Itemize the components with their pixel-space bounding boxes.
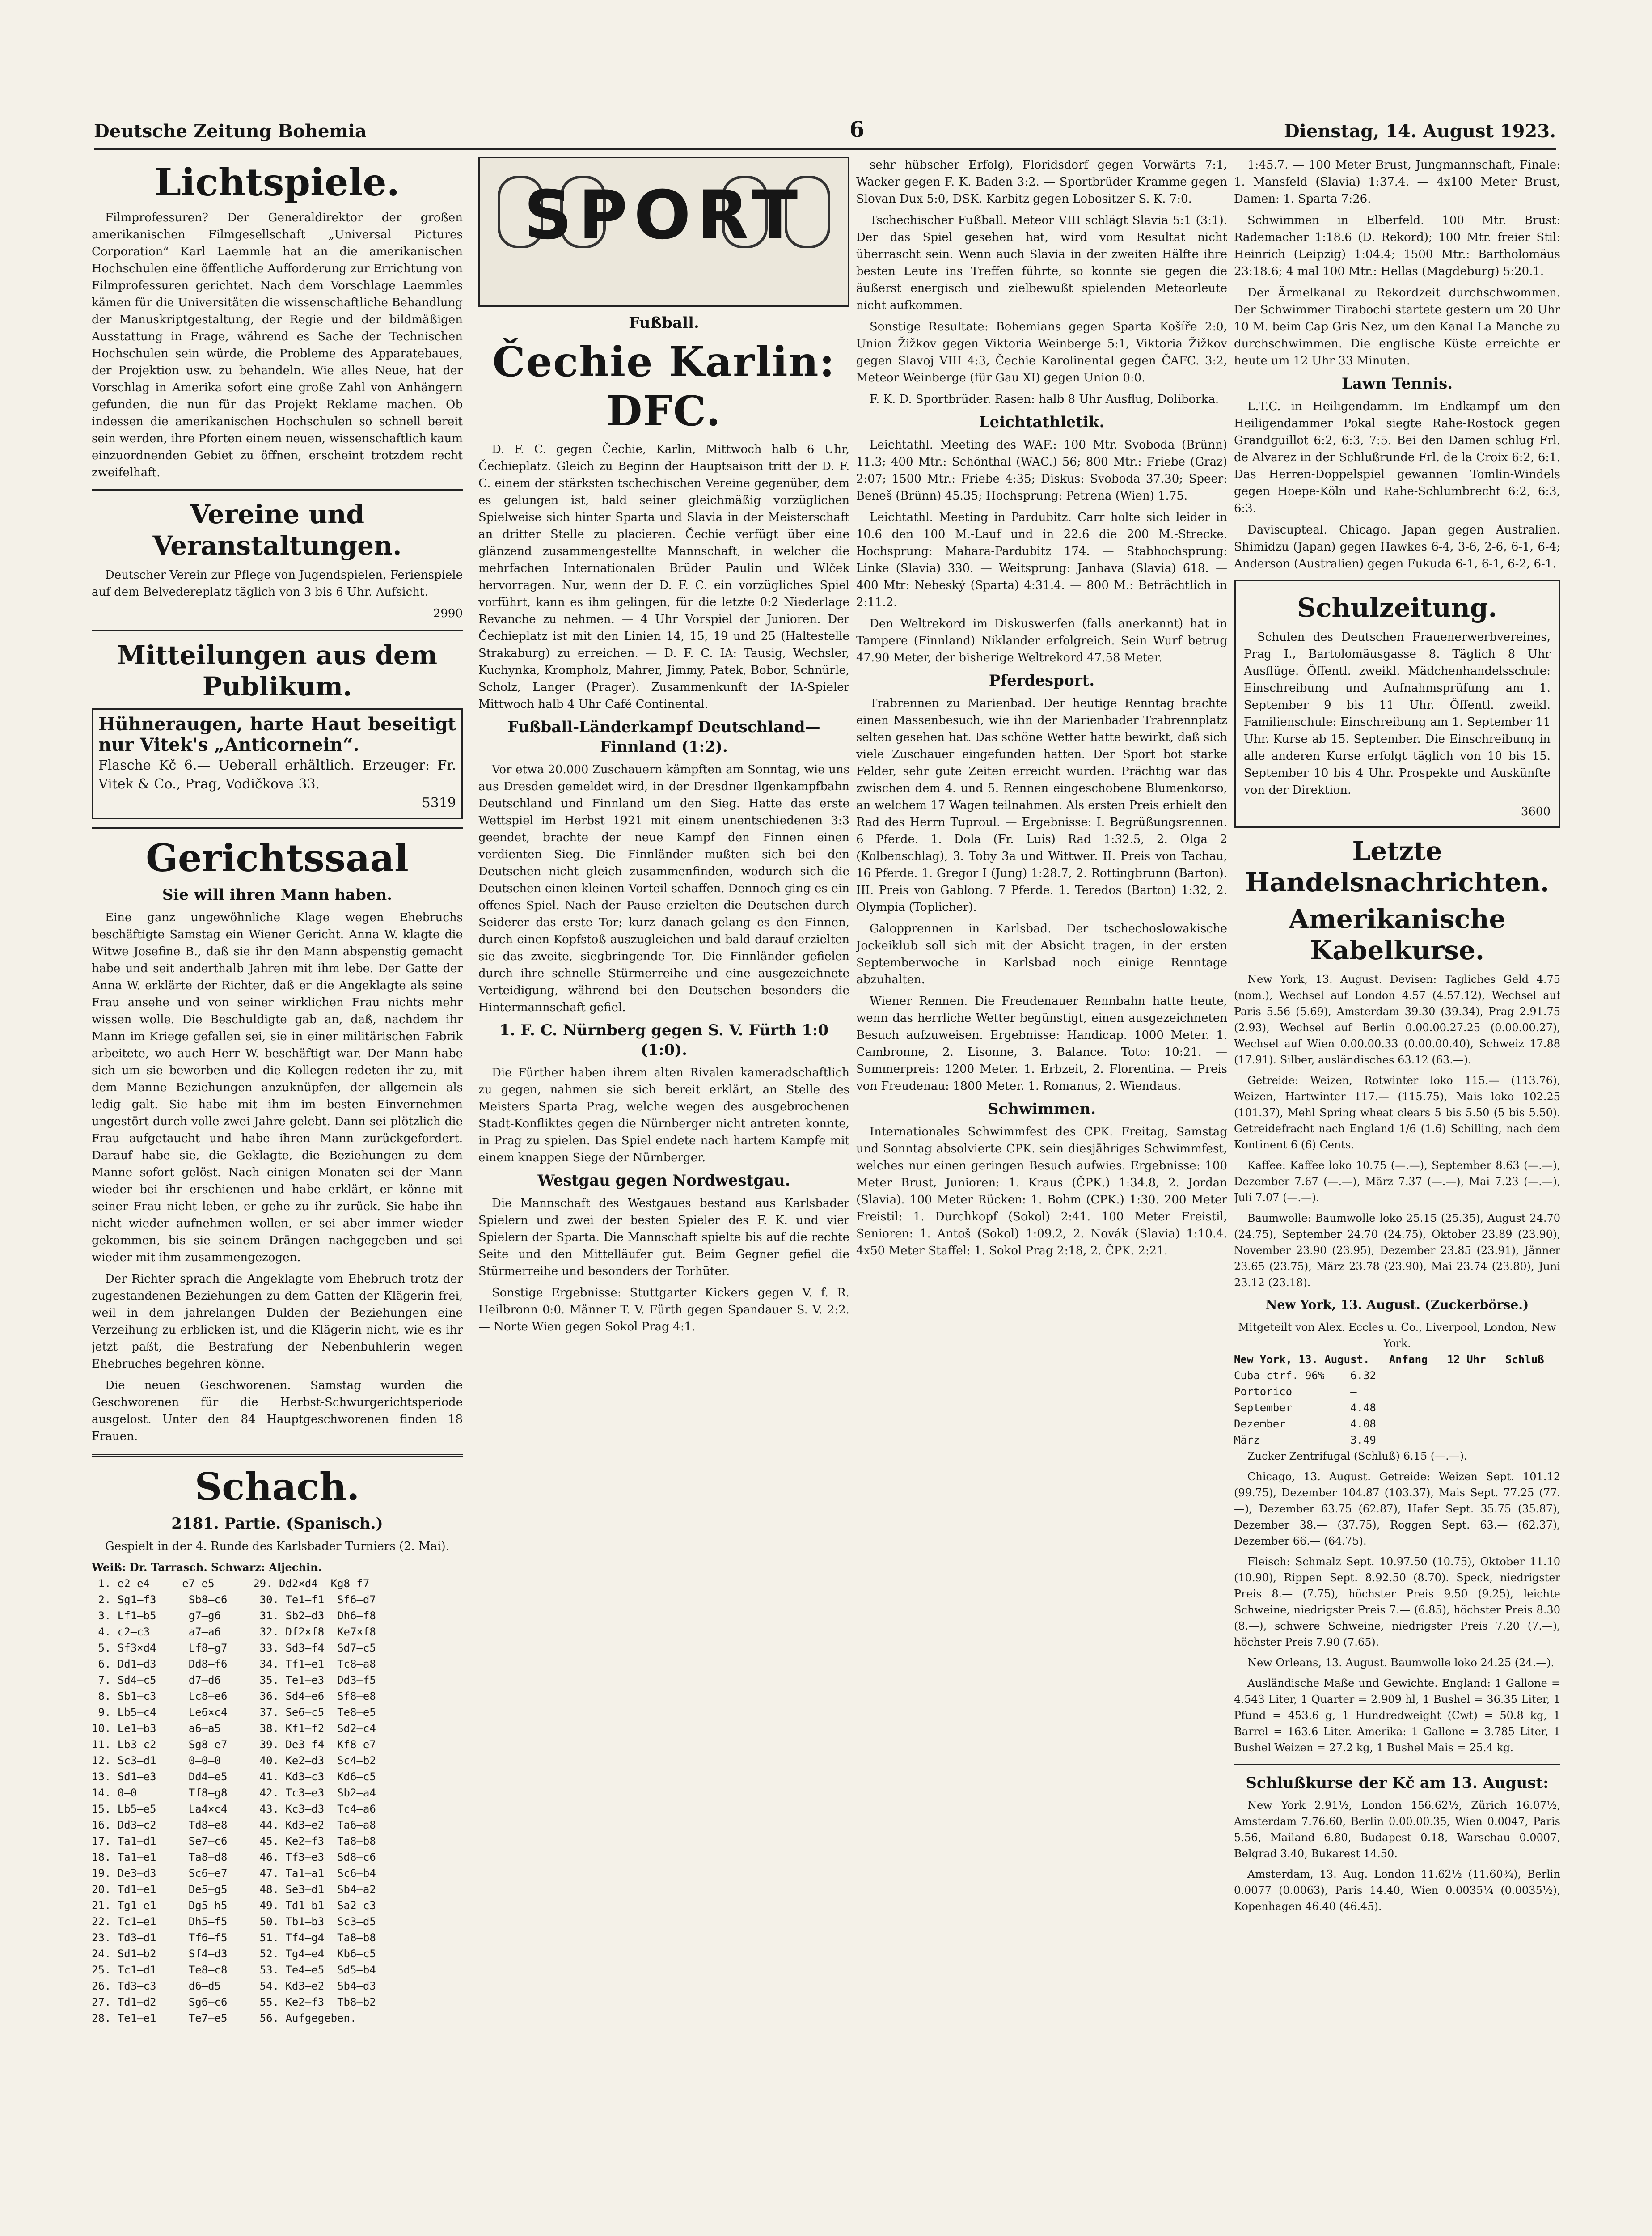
laenderkampf-heading: Fußball-Länderkampf Deutschland—Finnland (1:2). [507,718,820,756]
schwimmen-paragraph: Internationales Schwimmfest des CPK. Freitag, Samstag und Sonntag absolvierte CPK. sein diesjähriges Schwimmfest, welches nur einen geringen Besuch aufwies. Ergebnisse: 100 Meter Brust, Junioren: 1. Kraus (ČPK.) 1:34.8, 2. Jordan (Slavia). 100 Meter Rücken: 1. Bohm (CPK.) 1:30. 200 Meter Freistil: 1. Durchkopf (Sokol) 2:41. 100 Meter Freistil, Senioren: 1. Antoš (Sokol) 1:09.2, 2. Novák (Slavia) 1:10.4. 4x50 Meter Staffel: 1. Sokol Prag 2:18, 2. ČPK. 2:21. [856,1125,1227,1258]
leichtathletik-paragraph-2: Leichtathl. Meeting in Pardubitz. Carr holte sich leider in 10.6 den 100 M.-Lauf und in 22.6 die 200 M.-Strecke. Hochsprung: Mahara-Pardubitz 174. — Stabhochsprung: Linke (Slavia) 330. — Weitsprung: Janhava (Slavia) 618. — 400 Mtr: Nebeský (Sparta) 4:31.4. — 800 M.: Beträchtlich in 2:11.2. [856,511,1227,609]
column-3 [856,157,1227,2236]
zucker-note: Zucker Zentrifugal (Schluß) 6.15 (—.—). [1247,1450,1467,1462]
ad-text: Flasche Kč 6.— Ueberall erhältlich. Erzeuger: Fr. Vitek & Co., Prag, Vodičkova 33. [98,758,456,792]
schulzeitung-box [1234,580,1560,828]
lichtspiele-article: Filmprofessuren? Der Generaldirektor der großen amerikanischen Filmgesellschaft „Universal Pictures Corporation“ Karl Laemmle hat an die amerikanischen Hochschulen eine öffentliche Aufforderung zur Errichtung von Filmprofessuren gerichtet. Nach dem Vorschlage Laemmles kämen für die Universitäten die wissenschaftliche Behandlung der Manuskriptgestaltung, der Regie und der bildmäßigen Ausstattung in Frage, während es Sache der Technischen Hochschulen sein würde, die Probleme des Apparatebaues, der Projektion usw. zu behandeln. Wie alles Neue, hat der Vorschlag in Amerika sofort eine große Zahl von Anhängern gefunden, die nun für das Projekt Reklame machen. Ob indessen die amerikanischen Hochschulen so schnell bereit sein werden, ihre Pforten einem neuen, wissenschaftlich kaum einzuordnenden Gebiet zu öffnen, erscheint trotzdem recht zweifelhaft. [92,211,463,479]
issue-date: Dienstag, 14. August 1923. [1284,121,1556,142]
vereine-article: Deutscher Verein zur Pflege von Jugendspielen, Ferienspiele auf dem Belvedereplatz täglich von 3 bis 6 Uhr. Aufsicht. [92,568,463,599]
westgau-heading: Westgau gegen Nordwestgau. [537,1172,790,1190]
zucker-table-header: New York, 13. August. Anfang 12 Uhr Schluß [1234,1353,1544,1366]
schulzeitung-number: 3600 [1521,805,1551,818]
sport-logo-text: SPORT [524,177,804,254]
schwimmen-continued-3: Der Ärmelkanal zu Rekordzeit durchschwommen. Der Schwimmer Tirabochi startete gestern um 20 Uhr 10 M. beim Cap Gris Nez, um den Kanal La Manche zu durchschwimmen. Die englische Küste erreichte er heute um 12 Uhr 33 Minuten. [1234,286,1560,368]
leichtathletik-paragraph-1: Leichtathl. Meeting des WAF.: 100 Mtr. Svoboda (Brünn) 11.3; 400 Mtr.: Schönthal (WAC.) 56; 800 Mtr.: Friebe (Graz) 2:07; 1500 Mtr.: Friebe 4:35; Diskus: Svoboda 37.30; Speer: Beneš (Brünn) 45.35; Hochsprung: Petrena (Wien) 1.75. [856,438,1227,503]
vereine-number: 2990 [433,607,463,620]
gericht-heading: Gerichtssaal [146,836,409,880]
sport-paragraph-1: D. F. C. gegen Čechie, Karlin, Mittwoch halb 6 Uhr, Čechieplatz. Gleich zu Beginn der Hauptsaison tritt der D. F. C. einem der stärksten tschechischen Vereine gegenüber, dem es gelungen ist, bald seiner gleichmäßig vorzüglichen Spielweise sich hinter Sparta und Slavia in der Meisterschaft an dritter Stelle zu placieren. Čechie verfügt über eine glänzend zusammengestellte Mannschaft, in welcher die mehrfachen Internationalen Brüder Paulin und Wlček hervorragen. Nur, wenn der D. F. C. ein vorzügliches Spiel vorführt, kann es ihm gelingen, für die letzte 0:2 Niederlage Revanche zu nehmen. — 4 Uhr Vorspiel der Junioren. Der Čechieplatz ist mit den Linien 14, 15, 19 und 25 (Haltestelle Strakaburg) zu erreichen. — D. F. C. IA: Tausig, Wechsler, Kuchynka, Krompholz, Mahrer, Jimmy, Patek, Bobor, Schnürle, Scholz, Langer (Prager). Zusammenkunft der IA-Spieler Mittwoch halb 4 Uhr Café Continental. [478,443,849,711]
divider [92,630,463,631]
page-number: 6 [849,117,865,142]
schwimmen-continued-2: Schwimmen in Elberfeld. 100 Mtr. Brust: Rademacher 1:18.6 (D. Rekord); 100 Mtr. freier Stil: Heinrich (Leipzig) 1:04.4; 1500 Mtr.: Bartholomäus 23:18.6; 4 mal 100 Mtr.: Hellas (Magdeburg) 5:20.1. [1234,214,1560,278]
zucker-source: Mitgeteilt von Alex. Eccles u. Co., Liverpool, London, New York. [1238,1321,1556,1350]
schulzeitung-paragraph: Schulen des Deutschen Frauenerwerbvereines, Prag I., Bartolomäusgasse 8. Täglich 8 Uhr Ausflüge. Öffentl. zweikl. Mädchenhandelsschule: Einschreibung und Aufnahmsprüfung am 1. September 9 bis 11 Uhr. Öffentl. zweikl. Familienschule: Einschreibung am 1. September 11 Uhr. Kurse ab 15. September. Die Einschreibung in alle anderen Kurse erfolgt täglich von 10 bis 15. September 10 bis 4 Uhr. Prospekte und Auskünfte von der Direktion. [1244,631,1551,797]
handel-heading: Letzte Handelsnachrichten. [1245,836,1550,898]
kabelkurse-heading: Amerikanische Kabelkurse. [1289,904,1506,966]
zucker-heading: New York, 13. August. (Zuckerbörse.) [1265,1297,1529,1312]
new-orleans: New Orleans, 13. August. Baumwolle loko 24.25 (24.—). [1247,1656,1555,1669]
leichtathletik-paragraph-3: Den Weltrekord im Diskuswerfen (falls anerkannt) hat in Tampere (Finnland) Niklander erfolgreich. Sein Wurf betrug 47.90 Meter, der bisherige Weltrekord 47.58 Meter. [856,617,1227,665]
schwimmen-continued-1: 1:45.7. — 100 Meter Brust, Jungmannschaft, Finale: 1. Mansfeld (Slavia) 1:37.4. — 4x100 Meter Brust, Damen: 1. Sparta 7:26. [1234,158,1560,206]
masthead [94,117,1556,150]
tennis-heading: Lawn Tennis. [1341,375,1453,393]
schach-moves: 1. e2—e4 e7—e5 29. Dd2×d4 Kg8—f7 2. Sg1—f3 Sb8—c6 30. Te1—f1 Sf6—d7 3. Lf1—b5 g7—g6 31. Sb2—d3 Dh6—f8 4. c2—c3 a7—a6 32. Df2×f8 Ke7×f8 5. Sf3×d4 Lf8—g7 33. Sd3—f4 Sd7—c5 6. Dd1—d3 Dd8—f6 34. Tf1—e1 Tc8—a8 7. Sd4—c5 d7—d6 35. Te1—e3 Dd3—f5 8. Sb1—c3 Lc8—e6 36. Sd4—e6 Sf8—e8 9. Lb5—c4 Le6×c4 37. Se6—c5 Te8—e5 10. Le1—b3 a6—a5 38. Kf1—f2 Sd2—c4 11. Lb3—c2 Sg8—e7 39. De3—f4 Kf8—e7 12. Sc3—d1 0—0—0 40. Ke2—d3 Sc4—b2 13. Sd1—e3 Dd4—e5 41. Kd3—c3 Kd6—c5 14. 0—0 Tf8—g8 42. Tc3—e3 Sb2—a4 15. Lb5—e5 La4×c4 43. Kc3—d3 Tc4—a6 16. Dd3—c2 Td8—e8 44. Kd3—e2 Ta6—a8 17. Ta1—d1 Se7—c6 45. Ke2—f3 Ta8—b8 18. Ta1—e1 Ta8—d8 46. Tf3—e3 Sd8—c6 19. De3—d3 Sc6—e7 47. Ta1—a1 Sc6—b4 20. Td1—e1 De5—g5 48. Se3—d1 Sb4—a2 21. Tg1—e1 Dg5—h5 49. Td1—b1 Sa2—c3 22. Tc1—e1 Dh5—f5 50. Tb1—b3 Sc3—d5 23. Td3—d1 Tf6—f5 51. Tf4—g4 Ta8—b8 24. Sd1—b2 Sf4—d3 52. Tg4—e4 Kb6—c5 25. Tc1—d1 Te8—c8 53. Te4—e5 Sd5—b4 26. Td3—c3 d6—d5 54. Kd3—e2 Sb4—d3 27. Td1—d2 Sg6—c6 55. Ke2—f3 Tb8—b2 28. Te1—e1 Te7—e5 56. Aufgegeben. [92,1577,376,2024]
divider [92,827,463,829]
ad-number: 5319 [422,795,456,811]
kabel-baumwolle: Baumwolle: Baumwolle loko 25.15 (25.35), August 24.70 (24.75), September 24.70 (24.75), Oktober 23.89 (23.90), November 23.90 (23.95), Dezember 23.85 (23.91), Jänner 23.65 (23.75), März 23.78 (23.90), Mai 23.74 (23.80), Juni 23.12 (23.18). [1234,1212,1560,1289]
lichtspiele-heading: Lichtspiele. [155,160,400,204]
advertisement [92,708,463,819]
sport-logo [478,157,849,307]
gericht-subheading: Sie will ihren Mann haben. [162,886,393,904]
masse-gewichte: Ausländische Maße und Gewichte. England: 1 Gallone = 4.543 Liter, 1 Quarter = 2.909 hl, 1 Bushel = 36.35 Liter, 1 Pfund = 453.6 g, 1 Hundredweight (Cwt) = 50.8 kg, 1 Barrel = 163.6 Liter. Amerika: 1 Gallone = 3.785 Liter, 1 Bushel Weizen = 27.2 kg, 1 Bushel Mais = 25.4 kg. [1234,1677,1560,1754]
kabel-kaffee: Kaffee: Kaffee loko 10.75 (—.—), September 8.63 (—.—), Dezember 7.67 (—.—), März 7.37 (—.—), Mai 7.23 (—.—), Juli 7.07 (—.—). [1234,1159,1560,1204]
schach-subheading: 2181. Partie. (Spanisch.) [171,1515,383,1533]
chicago-fleisch: Fleisch: Schmalz Sept. 10.97.50 (10.75), Oktober 11.10 (10.90), Rippen Sept. 8.92.50 (8.70). Speck, niedrigster Preis 8.— (7.75), höchster Preis 9.50 (9.25), leichte Schweine, niedrigster Preis 7.— (6.85), höchster Preis 8.30 (8.—), schwere Schweine, niedrigster Preis 7.20 (7.—), höchster Preis 7.90 (7.65). [1234,1555,1560,1648]
schach-intro: Gespielt in der 4. Runde des Karlsbader Turniers (2. Mai). [105,1540,449,1553]
amsterdam-kurse: Amsterdam, 13. Aug. London 11.62½ (11.60¾), Berlin 0.0077 (0.0063), Paris 14.40, Wien 0.0035¼ (0.0035½), Kopenhagen 46.40 (46.45). [1234,1868,1560,1913]
pferdesport-paragraph-3: Wiener Rennen. Die Freudenauer Rennbahn hatte heute, wenn das herrliche Wetter begünstigt, einen ausgezeichneten Besuch aufzuweisen. Ergebnisse: Handicap. 1000 Meter. 1. Cambronne, 2. Lisonne, 3. Balance. Toto: 10:21. — Sommerpreis: 1200 Meter. 1. Erbzeit, 2. Florentina. — Preis von Freudenau: 1800 Meter. 1. Romanus, 2. Wiendaus. [856,995,1227,1093]
sport-paragraph-3: Die Fürther haben ihrem alten Rivalen kameradschaftlich zu gegen, nahmen sie sich bereit erklärt, an Stelle des Meisters Sparta Prag, welche wegen des ausgebrochenen Stadt-Konfliktes gegen die Nürnberger nicht antreten konnte, in Prag zu spielen. Das Spiel endete nach hartem Kampfe mit einem knappen Siege der Nürnberger. [478,1066,849,1165]
schlusskurse-heading: Schlußkurse der Kč am 13. August: [1246,1774,1549,1792]
gericht-paragraph-3: Die neuen Geschworenen. Samstag wurden die Geschworenen für die Herbst-Schwurgerichtsperiode ausgelost. Unter den 84 Hauptgeschworenen finden 18 Frauen. [92,1379,463,1443]
divider [1234,1764,1560,1765]
sport-continued-1: sehr hübscher Erfolg), Floridsdorf gegen Vorwärts 7:1, Wacker gegen F. K. Baden 3:2. — Sportbrüder Kramme gegen Slovan Dux 5:0, DSK. Karbitz gegen Lobositzer S. K. 7:0. [856,158,1227,206]
ad-headline: Hühneraugen, harte Haut beseitigt nur Vitek's „Anticornein“. [98,714,456,755]
schwimmen-heading: Schwimmen. [987,1100,1096,1118]
leichtathletik-heading: Leichtathletik. [979,413,1105,431]
gericht-paragraph-1: Eine ganz ungewöhnliche Klage wegen Ehebruchs beschäftigte Samstag ein Wiener Gericht. Anna W. klagte die Witwe Josefine B., daß sie ihr den Mann abspenstig gemacht habe und seit anderthalb Jahren mit ihm lebe. Der Gatte der Anna W. erklärte der Richter, daß er die Angeklagte als seine Frau ansehe und von seiner wirklichen Frau nichts mehr wissen wolle. Die Beschuldigte gab an, daß, nachdem ihr Mann im Kriege gefallen sei, sie in einer militärischen Fabrik arbeitete, wo auch Herr W. beschäftigt war. Der Mann habe sich um sie beworben und die Kollegen redeten ihr zu, mit dem Manne Beziehungen anzuknüpfen, der allgemein als ledig galt. Sie habe mit ihm im besten Einvernehmen ungestört durch volle zwei Jahre gelebt. Dann sei plötzlich die Frau aufgetaucht und habe ihren Mann zurückgefordert. Darauf habe sie, die Geklagte, die Beziehungen zu dem Manne sofort gelöst. Nach einigen Monaten sei der Mann wieder bei ihr erschienen und habe erklärt, er könne mit seiner Frau nicht leben, er gehe zu ihr zurück. Sie habe ihn nicht wieder aufnehmen wollen, er sei aber immer wieder gekommen, bis sie seinem Drängen nachgegeben und sei wieder mit ihm zusammengezogen. [92,911,463,1264]
sport-paragraph-4: Die Mannschaft des Westgaues bestand aus Karlsbader Spielern und zwei der besten Spieler des F. K. und vier Spielern der Sparta. Die Mannschaft spielte bis auf die rechte Seite und den Mittelläufer gut. Beim Gegner gefiel die Stürmerreihe und besonders der Torhüter. [478,1197,849,1278]
vereine-heading: Vereine und Veranstaltungen. [152,499,402,561]
schulzeitung-heading: Schulzeitung. [1297,593,1497,623]
sport-paragraph-2: Vor etwa 20.000 Zuschauern kämpften am Sonntag, wie uns aus Dresden gemeldet wird, in der Dresdner Ilgenkampfbahn Deutschland und Finnland um den Sieg. Hatte das erste Wettspiel im Herbst 1921 mit einem unentschiedenen 3:3 geendet, brachte der neue Kampf den Finnen einen verdienten Sieg. Die Finnländer mußten sich bei den Deutschen nicht gleich zusammenfinden, wodurch sich die Deutschen einen kleinen Vorteil schaffen. Dennoch ging es ein offenes Spiel. Nach der Pause erzielten die Deutschen durch Seiderer das erste Tor; kurz danach gelang es den Finnen, durch einen Kopfstoß auszugleichen und bald darauf erzielten sie das zweite, siegbringende Tor. Die Finnländer gefielen durch ihre schnelle Stürmerreihe und eine ausgezeichnete Verteidigung, während bei den Deutschen besonders die Hintermannschaft gefiel. [478,763,849,1014]
schlusskurse-text: New York 2.91½, London 156.62½, Zürich 16.07½, Amsterdam 7.76.60, Berlin 0.00.00.35, Wien 0.0047, Paris 5.56, Mailand 6.80, Budapest 0.18, Warschau 0.0007, Belgrad 3.40, Bukarest 14.50. [1234,1799,1560,1860]
schach-players: Weiß: Dr. Tarrasch. Schwarz: Aljechin. [92,1561,322,1574]
gericht-paragraph-2: Der Richter sprach die Angeklagte vom Ehebruch trotz der zugestandenen Beziehungen zu dem Gatten der Klägerin frei, weil in dem jahrelangen Dulden der Beziehungen eine Verzeihung zu erblicken ist, und die Klägerin nicht, wie es ihr jetzt paßt, die Bestrafung der Nebenbuhlerin wegen Ehebruches begehren könne. [92,1272,463,1371]
kabel-devisen: New York, 13. August. Devisen: Tagliches Geld 4.75 (nom.), Wechsel auf London 4.57 (4.57.12), Wechsel auf Paris 5.56 (5.69), Amsterdam 39.30 (39.34), Prag 2.91.75 (2.93), Wechsel auf Berlin 0.00.00.27.25 (0.00.00.27), Wechsel auf Wien 0.00.00.33 (0.00.00.40), Schweiz 17.88 (17.91). Silber, ausländisches 63.12 (63.—). [1234,973,1560,1066]
newspaper-name: Deutsche Zeitung Bohemia [94,121,367,142]
column-1 [92,157,463,2236]
fussball-heading: Fußball. [629,314,699,332]
tennis-paragraph-1: L.T.C. in Heiligendamm. Im Endkampf um den Heiligendammer Pokal siegte Rahe-Rostock gegen Grandguillot 6:2, 6:3, 7:5. Bei den Damen schlug Frl. de Alvarez in der Schlußrunde Frl. de la Croix 6:2, 6:1. Das Herren-Doppelspiel gewannen Tomlin-Windels gegen Hoepe-Köln und Rahe-Schlumbrecht 6:2, 6:3, 6:3. [1234,400,1560,515]
tennis-paragraph-2: Daviscupteal. Chicago. Japan gegen Australien. Shimidzu (Japan) gegen Hawkes 6-4, 3-6, 2-6, 6-1, 6-4; Anderson (Australien) gegen Fukuda 6-1, 6-1, 6-2, 6-1. [1234,523,1560,571]
divider [92,489,463,491]
divider [92,1454,463,1457]
pferdesport-heading: Pferdesport. [989,672,1095,690]
schach-heading: Schach. [194,1465,360,1509]
sport-continued-4: F. K. D. Sportbrüder. Rasen: halb 8 Uhr Ausflug, Doliborka. [870,393,1219,406]
chicago-getreide: Chicago, 13. August. Getreide: Weizen Sept. 101.12 (99.75), Dezember 104.87 (103.37), Mais Sept. 77.25 (77.—), Dezember 63.75 (62.87), Hafer Sept. 35.75 (35.87), Dezember 38.— (37.75), Roggen Sept. 63.— (62.37), Dezember 66.— (64.75). [1234,1470,1560,1547]
nuernberg-heading: 1. F. C. Nürnberg gegen S. V. Fürth 1:0 (1:0). [499,1021,828,1059]
pferdesport-paragraph-1: Trabrennen zu Marienbad. Der heutige Renntag brachte einen Massenbesuch, wie ihn der Marienbader Trabrennplatz selten gesehen hat. Das schöne Wetter hatte bewirkt, daß sich viele Zuschauer eingefunden hatten. Der Sport bot starke Felder, sehr gute Zeiten erreicht wurden. Prächtig war das zwischen dem 4. und 5. Rennen eingeschobene Blumenkorso, an welchem 17 Wagen teilnahmen. Als ersten Preis erhielt den Rad des Herrn Tuproul. — Ergebnisse: I. Begrüßungsrennen. 6 Pferde. 1. Dola (Fr. Luis) Rad 1:32.5, 2. Olga 2 (Kolbenschlag), 3. Toby 3a und Wittwer. II. Preis von Tachau, 16 Pferde. 1. Gregor I (Jung) 1:28.7, 2. Rottingbrunn (Barton). III. Preis von Gablong. 7 Pferde. 1. Teredos (Barton) 1:32, 2. Olympia (Toplicher). [856,697,1227,914]
match-headline: Čechie Karlin: DFC. [492,338,836,435]
kabel-getreide: Getreide: Weizen, Rotwinter loko 115.— (113.76), Weizen, Hartwinter 117.— (115.75), Mais loko 102.25 (101.37), Mehl Spring wheat clears 5 bis 5.50 (5 bis 5.50). Getreidefracht nach England 1/6 (1.6) Schilling, nach dem Kontinent 6 (6) Cents. [1234,1074,1560,1151]
sport-paragraph-5: Sonstige Ergebnisse: Stuttgarter Kickers gegen V. f. R. Heilbronn 0:0. Männer T. V. Fürth gegen Spandauer S. V. 2:2. — Norte Wien gegen Sokol Prag 4:1. [478,1286,849,1334]
sport-continued-2: Tschechischer Fußball. Meteor VIII schlägt Slavia 5:1 (3:1). Der das Spiel gesehen hat, wird vom Resultat nicht überrascht sein. Wenn auch Slavia in der zweiten Hälfte ihre besten Leute ins Treffen führte, so konnte sie gegen die äußerst energisch und zielbewußt spielenden Meteorleute nicht aufkommen. [856,214,1227,312]
pferdesport-paragraph-2: Galopprennen in Karlsbad. Der tschechoslowakische Jockeiklub soll sich mit der Absicht tragen, in der ersten Septemberwoche in Karlsbad noch einige Renntage abzuhalten. [856,922,1227,987]
column-4 [1234,157,1560,2236]
column-2 [478,157,849,2236]
mitteilungen-heading: Mitteilungen aus dem Publikum. [117,640,438,702]
zucker-table: Cuba ctrf. 96% 6.32 Portorico — September 4.48 Dezember 4.08 März 3.49 [1234,1369,1376,1446]
sport-continued-3: Sonstige Resultate: Bohemians gegen Sparta Košíře 2:0, Union Žižkov gegen Viktoria Weinberge 5:1, Viktoria Žižkov gegen Slavoj VIII 4:3, Čechie Karolinental gegen ČAFC. 3:2, Meteor Weinberge (für Gau XI) gegen Union 0:0. [856,320,1227,385]
